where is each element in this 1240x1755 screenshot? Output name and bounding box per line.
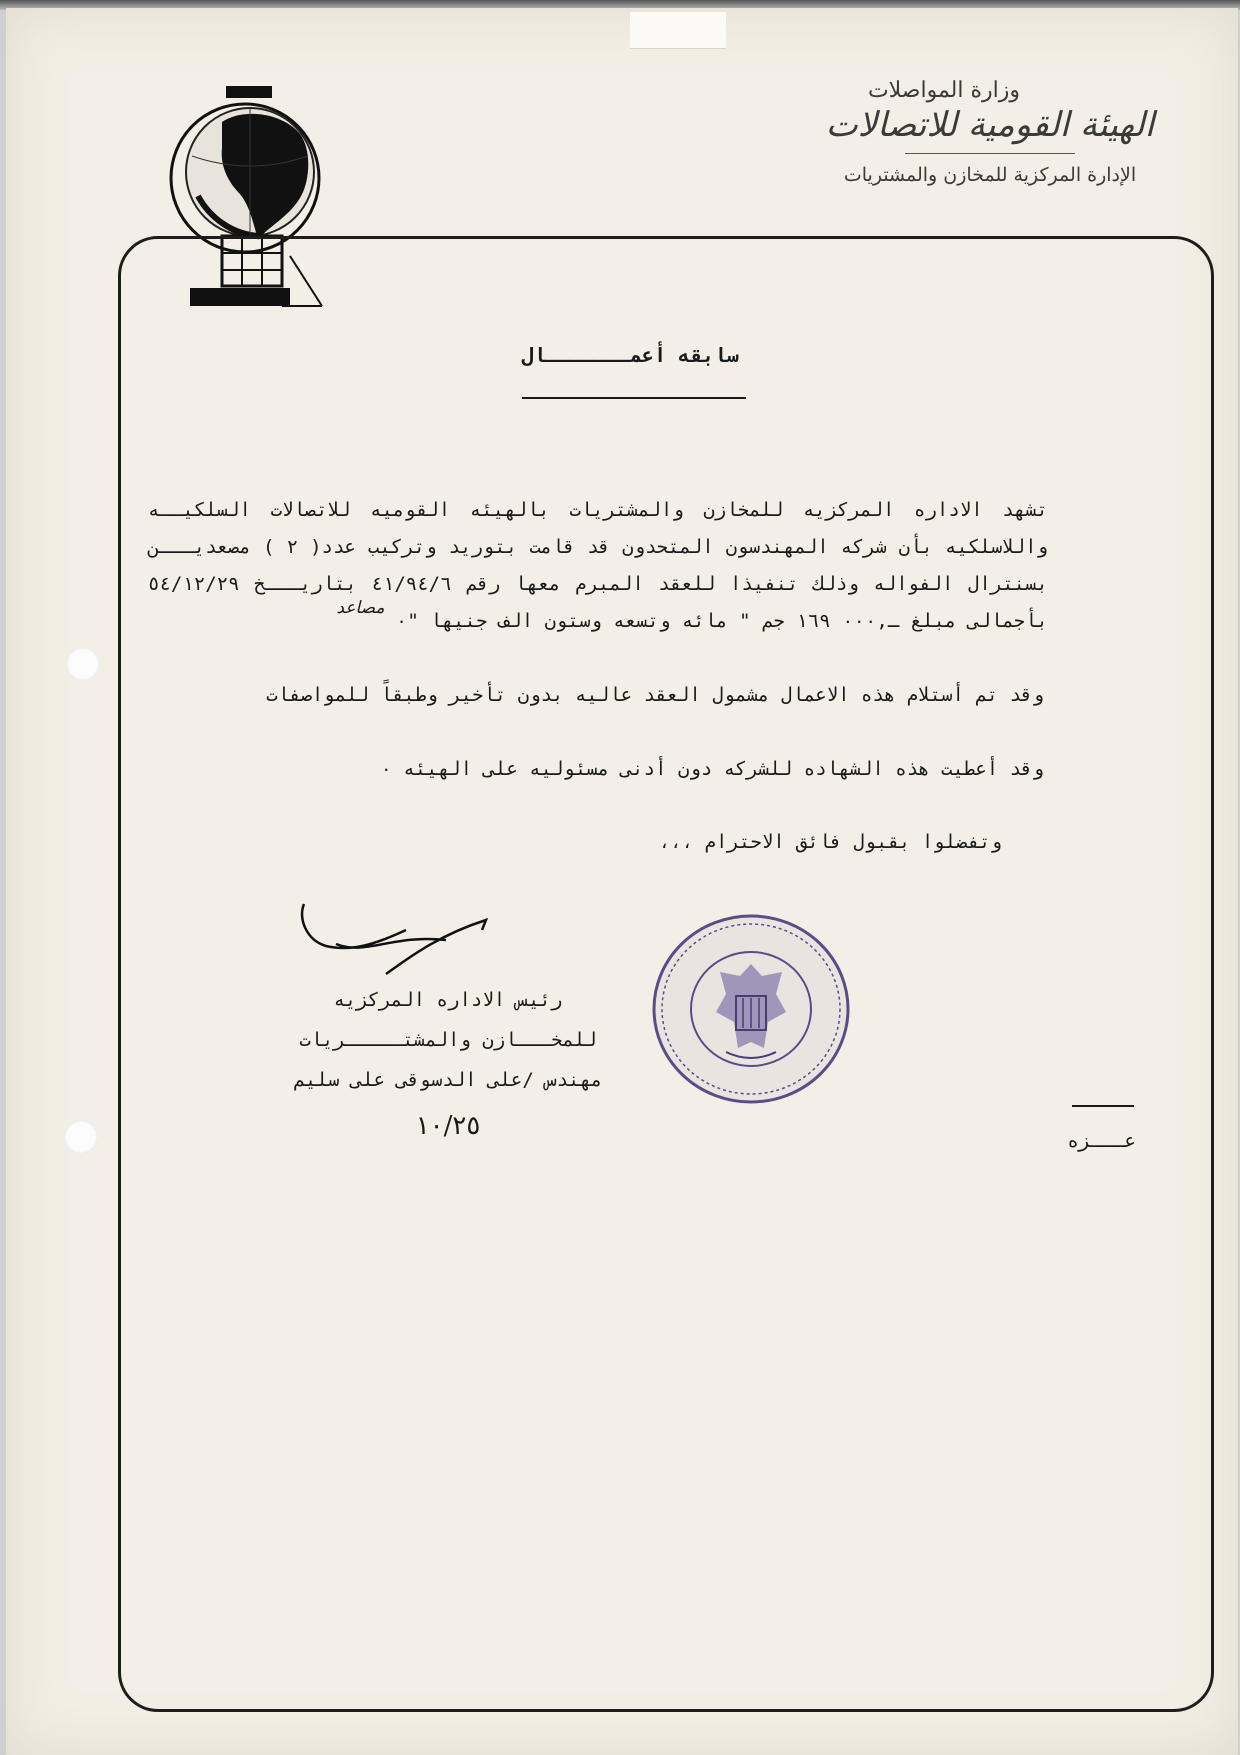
reference-rule (1072, 1105, 1134, 1107)
official-stamp-icon (650, 912, 852, 1106)
letterhead-divider (905, 153, 1075, 154)
handwritten-signature-icon (296, 900, 506, 980)
punch-hole (64, 1120, 98, 1154)
handwritten-note: مصاعد (336, 598, 385, 618)
signatory-block (268, 980, 628, 1146)
handwritten-number: ١٠/٢٥ (415, 1111, 481, 1141)
typist-reference: عـــزه (1067, 1130, 1136, 1152)
department-name: الإدارة المركزية للمخازن والمشتريات (843, 164, 1137, 186)
paper-tab (630, 12, 726, 49)
signatory-name: مهندس /على الدسوقى على سليم (293, 1069, 603, 1091)
certificate-paragraph (148, 492, 1048, 641)
liability-paragraph: وقد أعطيت هذه الشهاده للشركه دون أدنى مسئوليه على الهيئه ٠ (380, 758, 1044, 780)
signatory-title: رئيس الاداره المركزيه (333, 989, 563, 1011)
letterhead (810, 78, 1170, 186)
document-title: سابقه أعمـــــــال (521, 343, 739, 367)
authority-name: الهيئة القومية للاتصالات (825, 105, 1155, 145)
punch-hole (66, 647, 100, 681)
ministry-name: وزارة المواصلات (867, 78, 1020, 103)
certificate-text: تشهد الاداره المركزيه للمخازن والمشتريات بالهيئه القوميه للاتصالات السلكيــه واللاسلكيه بأن شركه المهندسون المتحدون قد قامت بتوريد وتركيب عدد( ٢ ) مصعديـــن بسنترال الفواله وذلك تنفيذا للعقد المبرم معها رقم ٤١/٩٤/٦ بتاريـــخ ٥٤/١٢/٢٩ بأجمالى مبلغ ـ,٠٠٠ ١٦٩ جم " مائه وتسعه وستون الف جنيها "٠ (148, 499, 1048, 632)
title-underline (522, 397, 746, 399)
closing-salutation: وتفضلوا بقبول فائق الاحترام ،،، (658, 831, 1002, 853)
acceptance-paragraph: وقد تم أستلام هذه الاعمال مشمول العقد عاليه بدون تأخير وطبقاً للمواصفات (266, 684, 1044, 706)
signatory-department: للمخـــازن والمشتـــــريات (299, 1029, 597, 1051)
